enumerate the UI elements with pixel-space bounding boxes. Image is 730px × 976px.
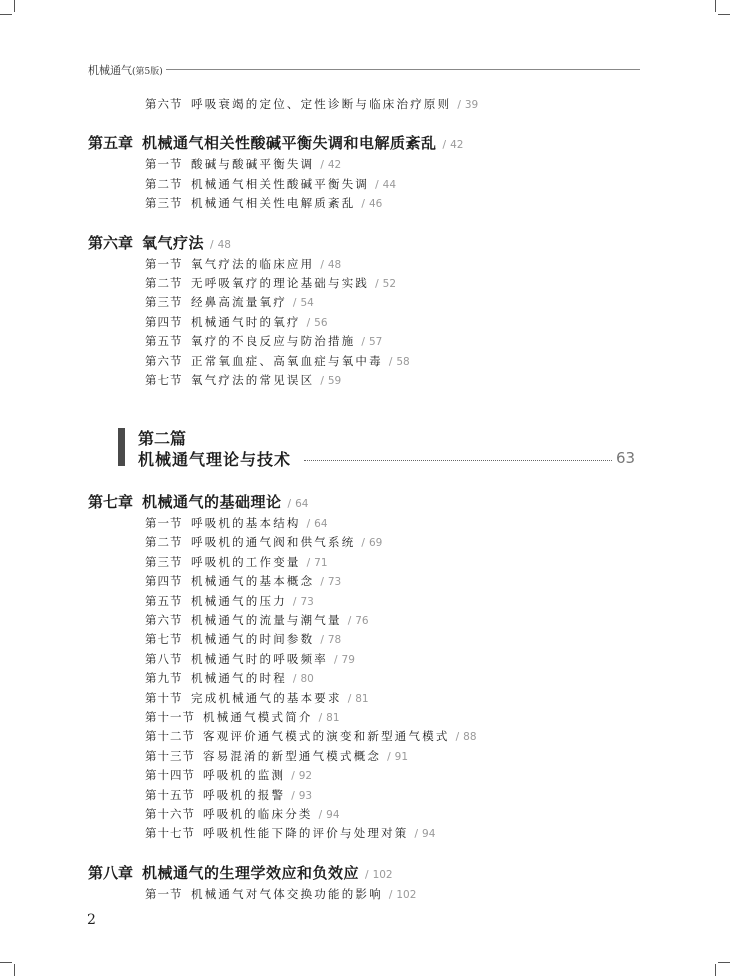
section-number: 第二节 bbox=[145, 176, 183, 191]
toc-section-entry bbox=[145, 767, 312, 783]
page-ref: 91 bbox=[394, 750, 409, 763]
page-ref: 73 bbox=[300, 595, 314, 608]
section-title: 机械通气的时间参数 bbox=[191, 632, 315, 647]
section-number: 第三节 bbox=[145, 196, 183, 211]
section-title: 氧气疗法的常见误区 bbox=[191, 373, 315, 387]
section-title: 呼吸机的监测 bbox=[203, 768, 286, 783]
page-separator: / bbox=[291, 789, 295, 802]
crop-mark-bottom-left-h bbox=[0, 962, 12, 963]
page-separator: / bbox=[414, 828, 419, 841]
page-separator: / bbox=[291, 770, 295, 783]
toc-section-entry bbox=[145, 372, 341, 388]
toc-section-entry bbox=[145, 256, 341, 272]
page-ref: 39 bbox=[464, 99, 479, 111]
page-ref: 92 bbox=[298, 770, 313, 783]
crop-mark-top-right bbox=[715, 0, 716, 12]
toc-section-entry bbox=[145, 554, 328, 570]
page-ref: 64 bbox=[314, 518, 328, 530]
section-title: 完成机械通气的基本要求 bbox=[191, 690, 342, 705]
page-separator: / bbox=[320, 576, 324, 589]
toc-section-entry bbox=[145, 593, 314, 609]
running-head-title: 机械通气 bbox=[88, 64, 132, 77]
toc-chapter-entry bbox=[88, 862, 393, 883]
page-separator: / bbox=[320, 258, 324, 271]
crop-mark-bottom-left bbox=[14, 964, 15, 976]
page-separator: / bbox=[361, 336, 365, 349]
section-title: 正常氧血症、高氧血症与氧中毒 bbox=[191, 353, 383, 368]
section-number: 第六节 bbox=[145, 353, 183, 368]
section-number: 第十五节 bbox=[145, 787, 195, 802]
chapter-title: 机械通气的基础理论 bbox=[142, 493, 282, 511]
page-ref: 79 bbox=[341, 653, 355, 666]
page-ref: 48 bbox=[327, 258, 342, 271]
page-ref: 81 bbox=[326, 712, 340, 724]
toc-section-entry bbox=[145, 96, 478, 112]
section-title: 呼吸机性能下降的评价与处理对策 bbox=[203, 826, 409, 841]
toc-chapter-entry bbox=[88, 232, 231, 253]
running-head bbox=[88, 62, 163, 78]
section-number: 第一节 bbox=[145, 886, 183, 901]
section-title: 机械通气相关性酸碱平衡失调 bbox=[191, 176, 370, 191]
section-title: 机械通气的压力 bbox=[191, 593, 287, 608]
page-ref: 102 bbox=[372, 868, 393, 881]
toc-section-entry bbox=[145, 728, 477, 744]
chapter-number: 第六章 bbox=[88, 233, 134, 252]
page-ref: 64 bbox=[295, 498, 309, 510]
part-dot-leader bbox=[304, 460, 612, 461]
section-title: 机械通气时的氧疗 bbox=[191, 314, 301, 329]
page-separator: / bbox=[320, 375, 324, 387]
page-ref: 57 bbox=[368, 336, 383, 349]
page-ref: 73 bbox=[327, 576, 342, 589]
section-number: 第十二节 bbox=[145, 729, 195, 744]
section-title: 机械通气时的呼吸频率 bbox=[191, 651, 328, 666]
section-number: 第四节 bbox=[145, 314, 183, 329]
part-number: 第二篇 bbox=[138, 429, 187, 448]
section-title: 机械通气的流量与潮气量 bbox=[191, 613, 342, 627]
toc-section-entry bbox=[145, 275, 396, 291]
chapter-number: 第七章 bbox=[88, 493, 134, 511]
page-ref: 71 bbox=[314, 556, 328, 569]
page-separator: / bbox=[365, 868, 369, 881]
section-number: 第二节 bbox=[145, 276, 183, 290]
section-number: 第一节 bbox=[145, 516, 183, 530]
toc-section-entry bbox=[145, 333, 382, 349]
section-number: 第十六节 bbox=[145, 807, 195, 821]
section-number: 第四节 bbox=[145, 574, 183, 589]
page-separator: / bbox=[210, 238, 214, 251]
toc-section-entry bbox=[145, 176, 396, 192]
page-ref: 44 bbox=[382, 178, 397, 191]
section-title: 机械通气模式简介 bbox=[203, 710, 313, 724]
page-ref: 78 bbox=[327, 634, 342, 647]
chapter-title: 机械通气相关性酸碱平衡失调和电解质紊乱 bbox=[142, 134, 437, 153]
toc-section-entry bbox=[145, 806, 340, 822]
section-number: 第三节 bbox=[145, 554, 183, 569]
toc-section-entry bbox=[145, 515, 328, 531]
section-title: 呼吸衰竭的定位、定性诊断与临床治疗原则 bbox=[191, 97, 452, 111]
page-separator: / bbox=[318, 809, 323, 821]
page-separator: / bbox=[292, 297, 297, 310]
part-page-number: 63 bbox=[616, 449, 636, 467]
section-title: 呼吸机的工作变量 bbox=[191, 554, 301, 569]
section-title: 机械通气对气体交换功能的影响 bbox=[191, 886, 383, 901]
section-number: 第十一节 bbox=[145, 710, 195, 724]
section-number: 第三节 bbox=[145, 295, 183, 310]
page-ref: 81 bbox=[355, 692, 369, 705]
page-separator: / bbox=[442, 139, 447, 152]
page-separator: / bbox=[306, 518, 311, 530]
toc-section-entry bbox=[145, 353, 410, 369]
section-number: 第一节 bbox=[145, 256, 183, 271]
section-title: 呼吸机的基本结构 bbox=[191, 516, 301, 530]
page-separator: / bbox=[375, 278, 379, 290]
page-separator: / bbox=[388, 888, 393, 901]
page-ref: 93 bbox=[298, 789, 313, 802]
running-head-edition: (第5版) bbox=[132, 67, 163, 77]
page-ref: 46 bbox=[368, 198, 383, 211]
section-number: 第九节 bbox=[145, 671, 183, 686]
page-separator: / bbox=[287, 498, 292, 510]
page-ref: 94 bbox=[326, 809, 340, 821]
section-title: 经鼻高流量氧疗 bbox=[191, 295, 287, 310]
crop-mark-top-right-h bbox=[718, 14, 730, 15]
toc-section-entry bbox=[145, 690, 369, 706]
toc-chapter-entry bbox=[88, 132, 463, 153]
section-number: 第十七节 bbox=[145, 826, 195, 841]
page-ref: 52 bbox=[382, 278, 397, 290]
section-title: 呼吸机的临床分类 bbox=[203, 807, 313, 821]
section-number: 第十三节 bbox=[145, 748, 195, 763]
section-title: 氧气疗法的临床应用 bbox=[191, 256, 315, 271]
toc-section-entry bbox=[145, 156, 341, 172]
section-title: 无呼吸氧疗的理论基础与实践 bbox=[191, 276, 370, 290]
toc-section-entry bbox=[145, 748, 408, 764]
page-separator: / bbox=[347, 615, 352, 627]
section-number: 第八节 bbox=[145, 651, 183, 666]
page-ref: 102 bbox=[396, 888, 417, 901]
page-separator: / bbox=[292, 673, 297, 686]
page-separator: / bbox=[318, 712, 323, 724]
page-ref: 42 bbox=[327, 159, 342, 172]
crop-mark-bottom-right-h bbox=[718, 962, 730, 963]
section-title: 机械通气的基本概念 bbox=[191, 574, 315, 589]
section-number: 第五节 bbox=[145, 593, 183, 608]
section-title: 氧疗的不良反应与防治措施 bbox=[191, 334, 356, 349]
toc-section-entry bbox=[145, 314, 328, 330]
toc-section-entry bbox=[145, 294, 314, 310]
toc-section-entry bbox=[145, 825, 435, 841]
section-title: 客观评价通气模式的演变和新型通气模式 bbox=[203, 729, 450, 744]
toc-section-entry bbox=[145, 631, 341, 647]
page-separator: / bbox=[388, 355, 393, 368]
part-marker-bar bbox=[118, 428, 125, 466]
page-ref: 80 bbox=[300, 673, 314, 686]
section-title: 机械通气的时程 bbox=[191, 671, 287, 686]
section-title: 呼吸机的通气阀和供气系统 bbox=[191, 535, 356, 550]
section-title: 机械通气相关性电解质紊乱 bbox=[191, 196, 356, 211]
page-separator: / bbox=[334, 653, 338, 666]
crop-mark-bottom-right bbox=[715, 964, 716, 976]
section-title: 容易混淆的新型通气模式概念 bbox=[203, 748, 382, 763]
page-separator: / bbox=[320, 159, 324, 172]
toc-section-entry bbox=[145, 709, 340, 725]
toc-section-entry bbox=[145, 670, 314, 686]
page-ref: 42 bbox=[450, 139, 464, 152]
page-ref: 56 bbox=[314, 316, 328, 329]
page-separator: / bbox=[387, 750, 391, 763]
chapter-number: 第八章 bbox=[88, 863, 134, 882]
toc-section-entry bbox=[145, 651, 355, 667]
page-separator: / bbox=[361, 537, 365, 550]
section-number: 第六节 bbox=[145, 613, 183, 627]
page-separator: / bbox=[320, 634, 324, 647]
page-separator: / bbox=[455, 731, 460, 744]
section-number: 第五节 bbox=[145, 334, 183, 349]
chapter-title: 氧气疗法 bbox=[142, 233, 205, 252]
toc-section-entry bbox=[145, 195, 382, 211]
crop-mark-top-left bbox=[14, 0, 15, 12]
page-separator: / bbox=[292, 595, 297, 608]
section-number: 第十四节 bbox=[145, 768, 195, 783]
header-rule bbox=[166, 69, 640, 70]
section-number: 第六节 bbox=[145, 97, 183, 111]
page-ref: 48 bbox=[217, 238, 231, 251]
section-number: 第十节 bbox=[145, 690, 183, 705]
section-number: 第二节 bbox=[145, 535, 183, 550]
page-separator: / bbox=[457, 99, 461, 111]
toc-section-entry bbox=[145, 787, 312, 803]
section-number: 第七节 bbox=[145, 373, 183, 387]
page-separator: / bbox=[306, 316, 311, 329]
page-ref: 54 bbox=[300, 297, 314, 310]
section-number: 第七节 bbox=[145, 632, 183, 647]
section-title: 呼吸机的报警 bbox=[203, 787, 286, 802]
chapter-number: 第五章 bbox=[88, 134, 134, 153]
page-ref: 88 bbox=[463, 731, 477, 744]
page-separator: / bbox=[306, 556, 311, 569]
chapter-title: 机械通气的生理学效应和负效应 bbox=[142, 863, 360, 882]
toc-section-entry bbox=[145, 886, 416, 902]
page-separator: / bbox=[375, 178, 379, 191]
page-ref: 76 bbox=[355, 615, 369, 627]
page-ref: 69 bbox=[368, 537, 383, 550]
toc-section-entry bbox=[145, 534, 382, 550]
page-separator: / bbox=[361, 198, 365, 211]
page-ref: 94 bbox=[422, 828, 436, 841]
part-title: 机械通气理论与技术 bbox=[138, 450, 292, 469]
page-separator: / bbox=[347, 692, 352, 705]
crop-mark-top-left-h bbox=[0, 14, 12, 15]
section-number: 第一节 bbox=[145, 157, 183, 172]
page-number: 2 bbox=[87, 912, 96, 928]
section-title: 酸碱与酸碱平衡失调 bbox=[191, 157, 315, 172]
toc-chapter-entry bbox=[88, 491, 308, 512]
toc-section-entry bbox=[145, 573, 341, 589]
page-ref: 59 bbox=[327, 375, 342, 387]
page-ref: 58 bbox=[396, 355, 410, 368]
toc-section-entry bbox=[145, 612, 369, 628]
